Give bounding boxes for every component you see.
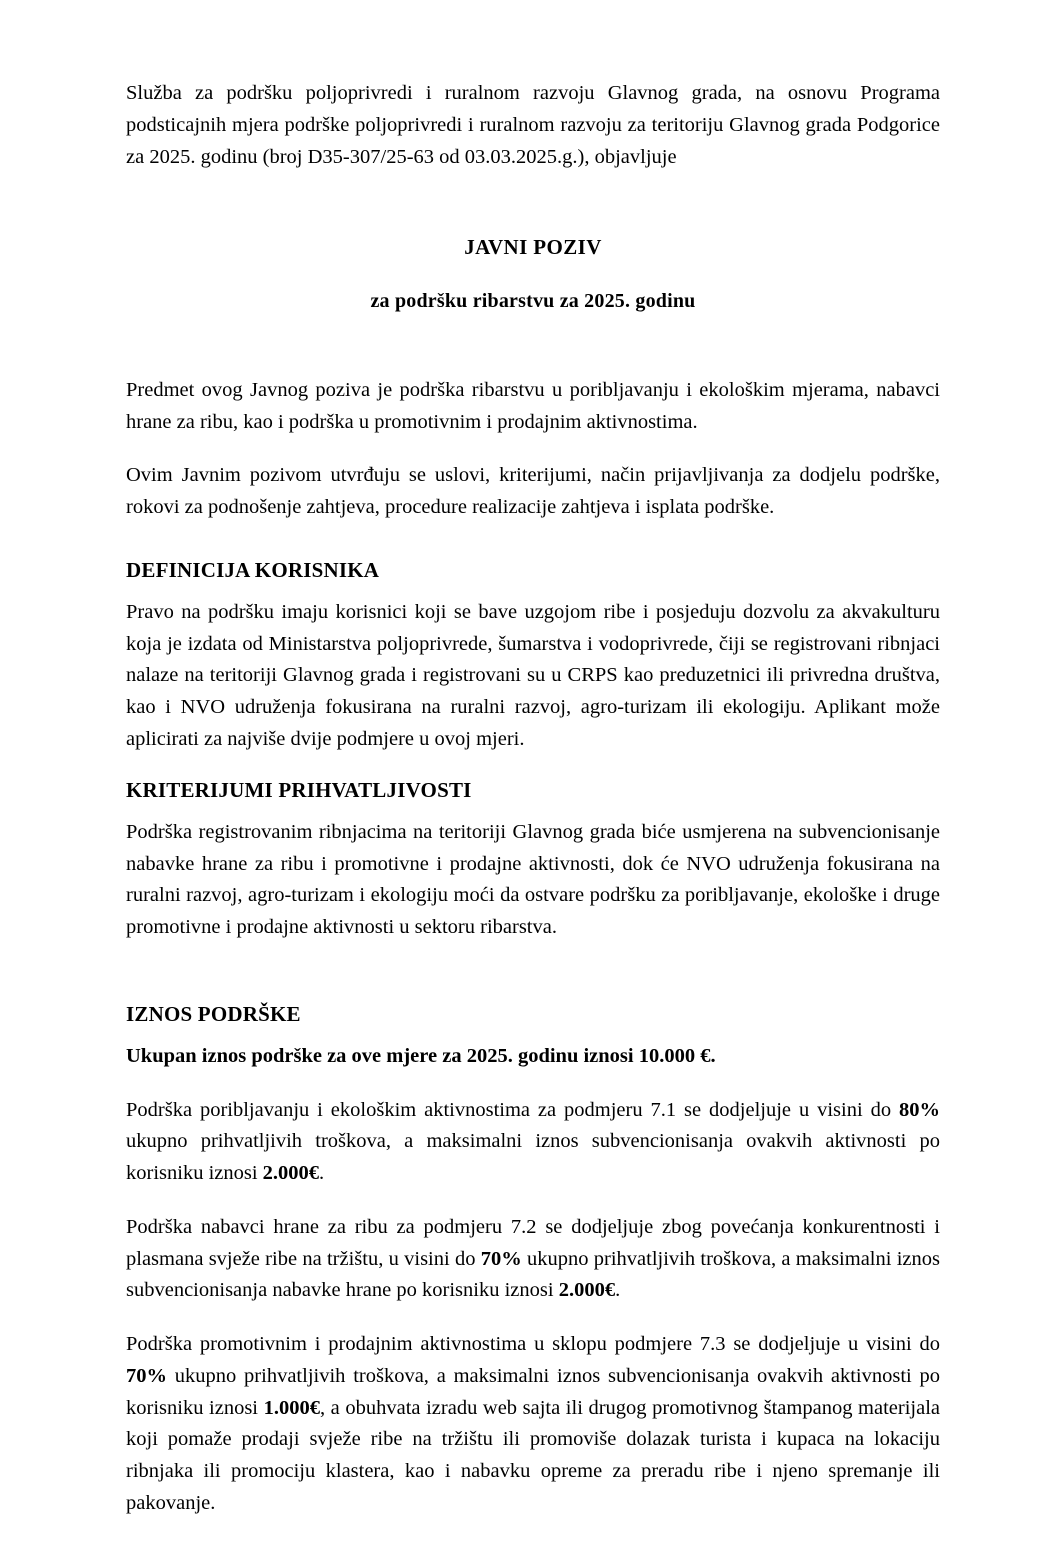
- measure-73-amount: 1.000€: [263, 1396, 320, 1419]
- measure-73-text-2: ukupno prihvatljivih troškova, a maksimalni iznos subvencionisanja ovakvih aktivnosti po korisniku iznosi: [126, 1364, 940, 1419]
- document-subtitle: za podršku ribarstvu za 2025. godinu: [370, 289, 696, 312]
- spacer: [126, 173, 940, 231]
- heading-kriterijumi-prihvatljivosti: KRITERIJUMI PRIHVATLJIVOSTI: [126, 777, 472, 802]
- spacer: [126, 1073, 940, 1095]
- measure-72-text-1: Podrška nabavci hrane za ribu za podmjeru 7.2 se dodjeljuje zbog povećanja konkurentnosti i plasmana svježe ribe na tržištu, u visini do: [126, 1215, 940, 1270]
- spacer: [126, 524, 940, 558]
- measure-71-text-3: .: [319, 1162, 325, 1185]
- heading-iznos-podrske: IZNOS PODRŠKE: [126, 1001, 301, 1026]
- measure-73-paragraph: [126, 1329, 940, 1520]
- criteria-paragraph: Podrška registrovanim ribnjacima na teritoriji Glavnog grada biće usmjerena na subvencionisanje nabavke hrane za ribu i promotivne i prodajne aktivnosti, dok će NVO udruženja fokusirana na ruralni razvoj, agro-turizam i ekologiju moći da ostvare podršku za poribljavanje, ekološke i druge promotivne i prodajne aktivnosti u sektoru ribarstva.: [126, 820, 940, 939]
- spacer: [126, 944, 940, 1002]
- total-amount-paragraph: Ukupan iznos podrške za ove mjere za 2025. godinu iznosi 10.000 €.: [126, 1044, 716, 1067]
- measure-73-percent: 70%: [126, 1364, 167, 1387]
- measure-71-text-2: ukupno prihvatljivih troškova, a maksimalni iznos subvencionisanja ovakvih aktivnosti po korisniku iznosi: [126, 1130, 940, 1185]
- spacer: [126, 803, 940, 817]
- measure-71-amount: 2.000€: [262, 1162, 320, 1185]
- spacer: [126, 756, 940, 778]
- conditions-paragraph: Ovim Javnim pozivom utvrđuju se uslovi, kriterijumi, način prijavljivanja za dodjelu podrške, rokovi za podnošenje zahtjeva, procedure realizacije zahtjeva i isplata podrške.: [126, 464, 940, 519]
- measure-72-amount: 2.000€: [558, 1279, 616, 1302]
- measure-71-text-1: Podrška poribljavanju i ekološkim aktivnostima za podmjeru 7.1 se dodjeljuje u visini do: [126, 1098, 899, 1121]
- measure-71-paragraph: [126, 1095, 940, 1190]
- spacer: [126, 1307, 940, 1329]
- spacer: [126, 583, 940, 597]
- spacer: [126, 317, 940, 375]
- definition-paragraph: Pravo na podršku imaju korisnici koji se bave uzgojom ribe i posjeduju dozvolu za akvakulturu koja je izdata od Ministarstva poljoprivrede, šumarstva i vodoprivrede, čiji se registrovani ribnjaci nalaze na teritoriji Glavnog grada i registrovani su u CRPS kao preduzetnici ili privredna društva, kao i NVO udruženja fokusirana na ruralni razvoj, agro-turizam ili ekologiju. Aplikant može aplicirati za najviše dvije podmjere u ovoj mjeri.: [126, 600, 940, 750]
- spacer: [126, 1190, 940, 1212]
- spacer: [126, 1027, 940, 1041]
- heading-definicija-korisnika: DEFINICIJA KORISNIKA: [126, 557, 380, 582]
- measure-71-percent: 80%: [899, 1098, 940, 1121]
- measure-73-text-3: , a obuhvata izradu web sajta ili drugog promotivnog štampanog materijala koji pomaže prodaji svježe ribe na tržištu ili promoviše dolazak turista i kupaca na lokaciju ribnjaka ili promociju klastera, kao i nabavku opreme za preradu ribe i njeno spremanje ili pakovanje.: [126, 1396, 940, 1514]
- subject-paragraph: Predmet ovog Javnog poziva je podrška ribarstvu u poribljavanju i ekološkim mjerama, nabavci hrane za ribu, kao i podrška u promotivnim i prodajnim aktivnostima.: [126, 378, 940, 433]
- measure-72-percent: 70%: [480, 1247, 522, 1270]
- spacer: [126, 264, 940, 286]
- measure-73-text-1: Podrška promotivnim i prodajnim aktivnostima u sklopu podmjere 7.3 se dodjeljuje u visini do: [126, 1333, 940, 1356]
- intro-paragraph: Služba za podršku poljoprivredi i ruralnom razvoju Glavnog grada, na osnovu Programa podsticajnih mjera podrške poljoprivredi i ruralnom razvoju za teritoriju Glavnog grada Podgorice za 2025. godinu (broj D35-307/25-63 od 03.03.2025.g.), objavljuje: [126, 82, 940, 168]
- measure-72-text-3: .: [615, 1279, 621, 1302]
- document-title: JAVNI POZIV: [464, 235, 602, 260]
- measure-72-text-2: ukupno prihvatljivih troškova, a maksimalni iznos subvencionisanja nabavke hrane po korisniku iznosi: [126, 1247, 940, 1302]
- measure-72-paragraph: [126, 1212, 940, 1307]
